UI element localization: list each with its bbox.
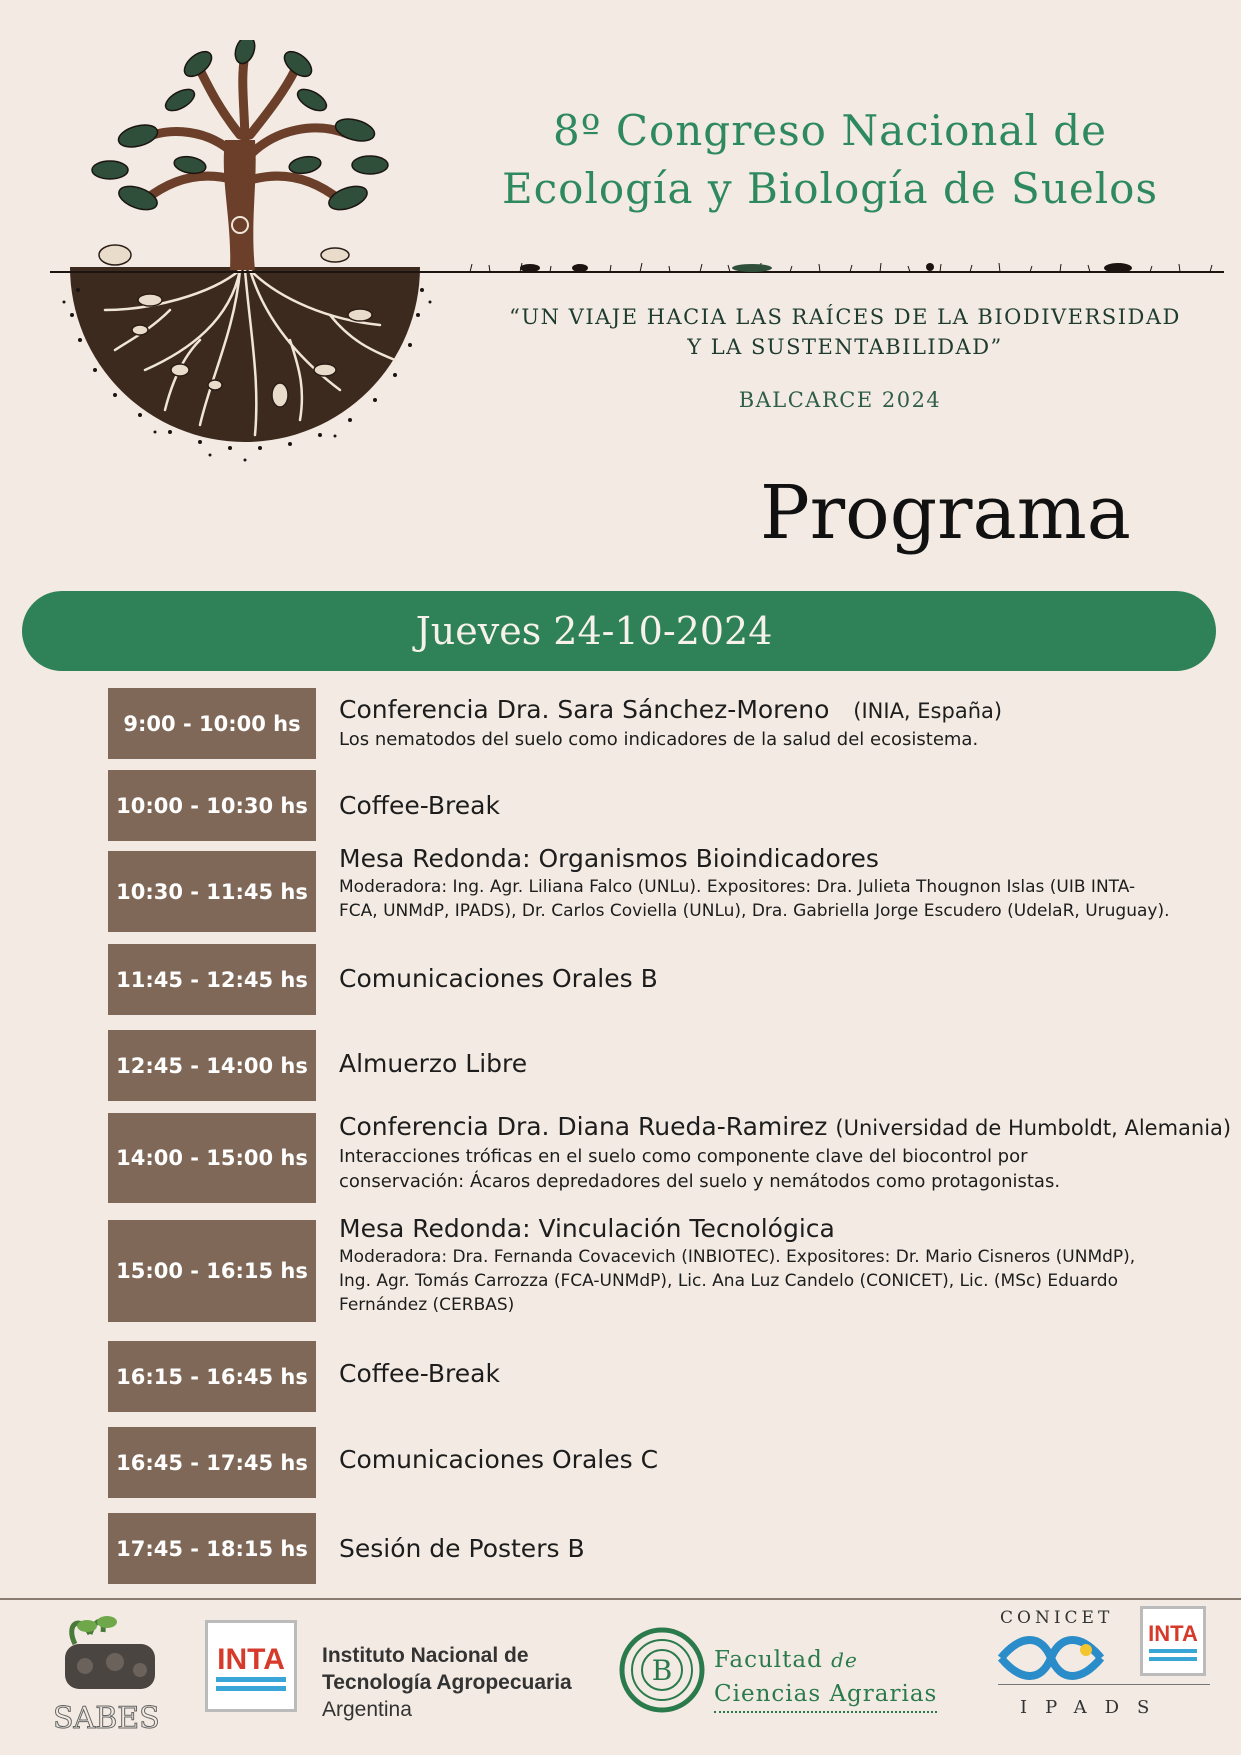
congress-title (460, 102, 1200, 218)
event-title: Almuerzo Libre (339, 1049, 528, 1078)
event-title: Coffee-Break (339, 791, 500, 820)
ground-line (50, 262, 1224, 274)
event-affiliation: (Universidad de Humboldt, Alemania) (835, 1116, 1232, 1140)
congress-motto (455, 302, 1235, 362)
event-description-line1: Moderadora: Ing. Agr. Liliana Falco (UNLu). Expositores: Dra. Julieta Thougnon Islas (UIB INTA- (339, 877, 1136, 897)
svg-text:B: B (651, 1654, 673, 1687)
time-slot: 9:00 - 10:00 hs (108, 688, 316, 759)
program-title: Programa (760, 470, 1131, 556)
event-affiliation: (INIA, España) (853, 699, 1003, 723)
inta-logo (205, 1620, 297, 1712)
event-description: Los nematodos del suelo como indicadores de la salud del ecosistema. (339, 729, 979, 750)
event-title: Coffee-Break (339, 1359, 500, 1388)
motto-line2: Y LA SUSTENTABILIDAD” (687, 335, 1003, 359)
facultad-name: Facultad de Ciencias Agrarias (714, 1643, 937, 1713)
event-title: Mesa Redonda: Organismos Bioindicadores (339, 844, 879, 873)
event-description-line1: Moderadora: Dra. Fernanda Covacevich (INBIOTEC). Expositores: Dr. Mario Cisneros (UNMdP), (339, 1247, 1136, 1267)
ipads-label: IPADS (1020, 1697, 1168, 1718)
event-description-line2: FCA, UNMdP, IPADS), Dr. Carlos Coviella (UNLu), Dra. Gabriella Jorge Escudero (UdelaR, Uruguay). (339, 901, 1170, 921)
congress-title-line2: Ecología y Biología de Suelos (501, 164, 1159, 213)
congress-title-line1: 8º Congreso Nacional de (553, 106, 1107, 155)
time-slot: 12:45 - 14:00 hs (108, 1030, 316, 1101)
time-slot: 14:00 - 15:00 hs (108, 1113, 316, 1203)
edition-label: BALCARCE 2024 (738, 388, 942, 412)
event-description-line3: Fernández (CERBAS) (339, 1295, 515, 1315)
motto-line1: “UN VIAJE HACIA LAS RAÍCES DE LA BIODIVERSIDAD (509, 305, 1181, 329)
tree-roots-illustration (50, 40, 470, 480)
event-title: Conferencia Dra. Sara Sánchez-Moreno (INIA, España) (339, 695, 1003, 724)
time-slot: 11:45 - 12:45 hs (108, 944, 316, 1015)
svg-text:SABES: SABES (53, 1701, 160, 1736)
time-slot: 15:00 - 16:15 hs (108, 1220, 316, 1322)
conicet-label: CONICET (1000, 1608, 1114, 1628)
day-banner (22, 591, 1216, 671)
time-slot: 10:30 - 11:45 hs (108, 851, 316, 932)
conicet-logo-icon (996, 1634, 1106, 1682)
time-slot: 16:15 - 16:45 hs (108, 1341, 316, 1412)
event-title: Mesa Redonda: Vinculación Tecnológica (339, 1214, 835, 1243)
time-slot: 16:45 - 17:45 hs (108, 1427, 316, 1498)
event-description-line2: Ing. Agr. Tomás Carrozza (FCA-UNMdP), Lic. Ana Luz Candelo (CONICET), Lic. (MSc) Eduardo (339, 1271, 1118, 1291)
event-title: Comunicaciones Orales C (339, 1445, 659, 1474)
time-slot: 17:45 - 18:15 hs (108, 1513, 316, 1584)
facultad-seal-icon (618, 1626, 706, 1714)
day-label: Jueves 24-10-2024 (415, 609, 773, 653)
svg-text:INTA: INTA (217, 1643, 285, 1676)
ipads-divider (998, 1684, 1210, 1685)
event-description-line1: Interacciones tróficas en el suelo como componente clave del biocontrol por (339, 1146, 1028, 1167)
event-title: Sesión de Posters B (339, 1534, 585, 1563)
event-title: Comunicaciones Orales B (339, 964, 658, 993)
event-title: Conferencia Dra. Diana Rueda-Ramirez (Universidad de Humboldt, Alemania) (339, 1112, 1232, 1141)
time-slot: 10:00 - 10:30 hs (108, 770, 316, 841)
inta-name: Instituto Nacional de Tecnología Agropecuaria Argentina (322, 1644, 572, 1721)
sabes-logo (45, 1604, 165, 1736)
inta-small-logo (1140, 1606, 1206, 1676)
event-description-line2: conservación: Ácaros depredadores del suelo y nemátodos como protagonistas. (339, 1171, 1061, 1192)
svg-text:INTA: INTA (1148, 1621, 1198, 1646)
footer-divider (0, 1598, 1241, 1600)
